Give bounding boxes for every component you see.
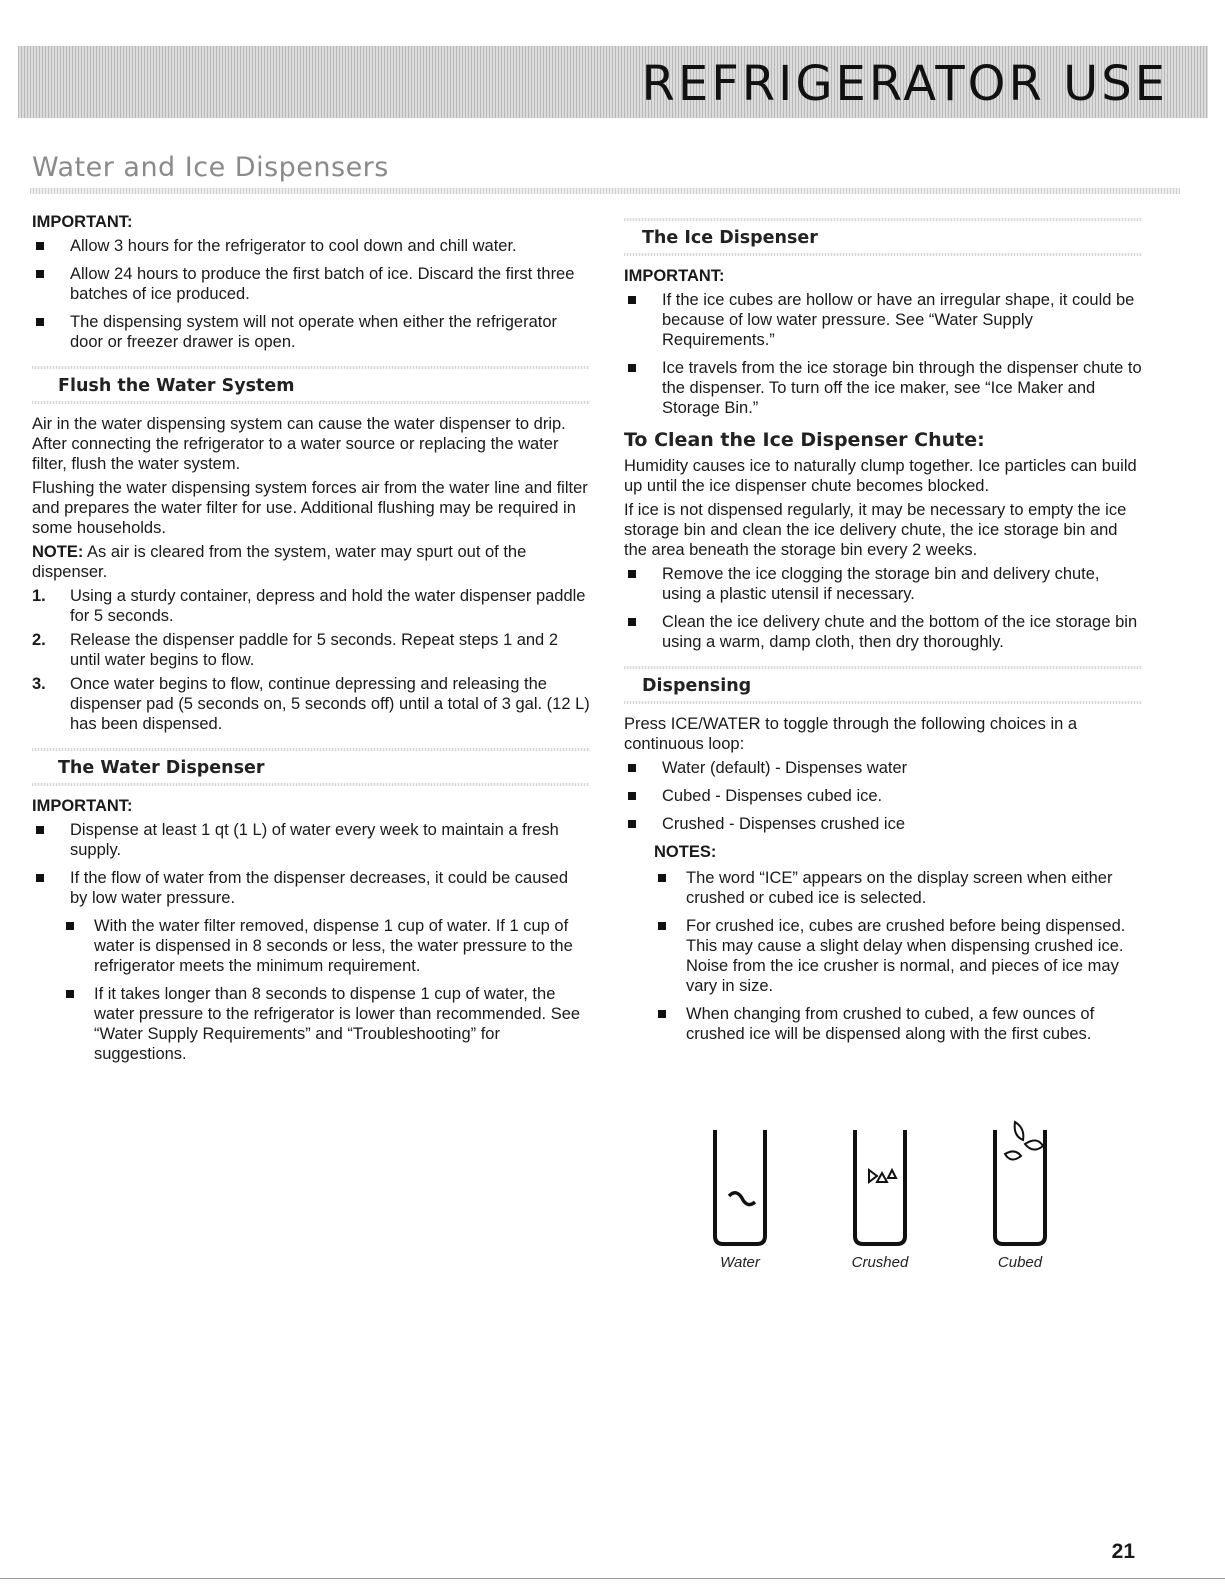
step-text: Using a sturdy container, depress and hold the water dispenser paddle for 5 seconds. (70, 587, 586, 625)
right-column (624, 218, 1142, 1052)
list-item: Remove the ice clogging the storage bin and delivery chute, using a plastic utensil if necessary. (624, 564, 1142, 604)
flush-note (32, 542, 590, 582)
water-glass-icon (695, 1118, 785, 1248)
list-item: If it takes longer than 8 seconds to dispense 1 cup of water, the water pressure to the refrigerator is lower than recommended. See “Water Supply Requirements” and “Troubleshooting” for suggestions. (62, 984, 590, 1064)
step-text: Once water begins to flow, continue depressing and releasing the dispenser pad (5 seconds on, 5 seconds off) until a total of 3 gal. (12 L) has been dispensed. (70, 675, 590, 733)
flush-steps (32, 586, 590, 734)
dispenser-mode-icons (690, 1118, 1110, 1298)
flush-heading-bar (32, 366, 590, 404)
step-item (32, 586, 590, 626)
water-dispenser-heading: The Water Dispenser (58, 758, 265, 778)
list-item: With the water filter removed, dispense 1 cup of water. If 1 cup of water is dispensed in 8 seconds or less, the water pressure to the refrigerator meets the minimum requirement. (62, 916, 590, 976)
page-banner (18, 46, 1208, 118)
step-item (32, 630, 590, 670)
list-item: For crushed ice, cubes are crushed before being dispensed. This may cause a slight delay when dispensing crushed ice. Noise from the ice crusher is normal, and pieces of ice may vary in size. (654, 916, 1142, 996)
dispensing-notes (654, 868, 1142, 1044)
ice-dispenser-heading-bar (624, 218, 1142, 256)
list-item: The word “ICE” appears on the display screen when either crushed or cubed ice is selected. (654, 868, 1142, 908)
section-title: Water and Ice Dispensers (32, 152, 389, 183)
note-text: As air is cleared from the system, water may spurt out of the dispenser. (32, 543, 527, 581)
note-label: NOTE: (32, 543, 84, 561)
cubed-mode (970, 1118, 1070, 1271)
crushed-ice-glass-icon (835, 1118, 925, 1248)
page-number: 21 (1111, 1540, 1135, 1563)
important-label: IMPORTANT: (32, 797, 133, 815)
list-item: When changing from crushed to cubed, a few ounces of crushed ice will be dispensed along with the first cubes. (654, 1004, 1142, 1044)
list-item: Cubed - Dispenses cubed ice. (624, 786, 1142, 806)
section-divider (30, 188, 1180, 194)
flush-paragraph-2: Flushing the water dispensing system forces air from the water line and filter and prepares the water filter for use. Additional flushing may be required in some households. (32, 479, 588, 537)
flush-paragraph-1: Air in the water dispensing system can cause the water dispenser to drip. After connecting the refrigerator to a water source or replacing the water filter, flush the water system. (32, 415, 566, 473)
list-item: The dispensing system will not operate when either the refrigerator door or freezer drawer is open. (32, 312, 590, 352)
clean-chute-heading: To Clean the Ice Dispenser Chute: (624, 429, 985, 451)
list-item: Allow 3 hours for the refrigerator to cool down and chill water. (32, 236, 590, 256)
list-item: Dispense at least 1 qt (1 L) of water every week to maintain a fresh supply. (32, 820, 590, 860)
step-number: 3. (32, 675, 46, 693)
list-item: Clean the ice delivery chute and the bottom of the ice storage bin using a warm, damp cloth, then dry thoroughly. (624, 612, 1142, 652)
important-label: IMPORTANT: (624, 267, 725, 285)
cubed-ice-glass-icon (975, 1118, 1065, 1248)
ice-dispenser-heading: The Ice Dispenser (642, 228, 818, 248)
step-number: 1. (32, 587, 46, 605)
important-label: IMPORTANT: (32, 213, 133, 231)
crushed-mode (830, 1118, 930, 1271)
water-mode (690, 1118, 790, 1271)
crushed-label: Crushed (851, 1254, 909, 1271)
list-item: If the flow of water from the dispenser decreases, it could be caused by low water pressure. (32, 868, 590, 908)
list-item: Ice travels from the ice storage bin through the dispenser chute to the dispenser. To turn off the ice maker, see “Ice Maker and Storage Bin.” (624, 358, 1142, 418)
clean-paragraph-1: Humidity causes ice to naturally clump together. Ice particles can build up until the ice dispenser chute becomes blocked. (624, 457, 1137, 495)
water-pressure-sublist (62, 916, 590, 1064)
water-dispenser-heading-bar (32, 748, 590, 786)
cubed-label: Cubed (997, 1254, 1043, 1271)
footer-rule (0, 1578, 1225, 1579)
dispensing-heading-bar (624, 666, 1142, 704)
step-text: Release the dispenser paddle for 5 seconds. Repeat steps 1 and 2 until water begins to flow. (70, 631, 558, 669)
left-column (32, 212, 590, 1072)
list-item: Water (default) - Dispenses water (624, 758, 1142, 778)
flush-heading: Flush the Water System (58, 376, 295, 396)
step-item (32, 674, 590, 734)
step-number: 2. (32, 631, 46, 649)
list-item: Allow 24 hours to produce the first batch of ice. Discard the first three batches of ice produced. (32, 264, 590, 304)
list-item: Crushed - Dispenses crushed ice (624, 814, 1142, 834)
ice-dispenser-list (624, 290, 1142, 418)
clean-paragraph-2: If ice is not dispensed regularly, it may be necessary to empty the ice storage bin and clean the ice delivery chute, the ice storage bin and the area beneath the storage bin every 2 weeks. (624, 501, 1127, 559)
notes-label: NOTES: (654, 843, 717, 861)
list-item: If the ice cubes are hollow or have an irregular shape, it could be because of low water pressure. See “Water Supply Requirements.” (624, 290, 1142, 350)
dispensing-intro: Press ICE/WATER to toggle through the following choices in a continuous loop: (624, 715, 1078, 753)
water-dispenser-list (32, 820, 590, 908)
dispensing-choices (624, 758, 1142, 834)
important-list (32, 236, 590, 352)
clean-list (624, 564, 1142, 652)
water-label: Water (720, 1254, 760, 1271)
dispensing-heading: Dispensing (642, 676, 752, 696)
banner-title: REFRIGERATOR USE (641, 56, 1168, 112)
